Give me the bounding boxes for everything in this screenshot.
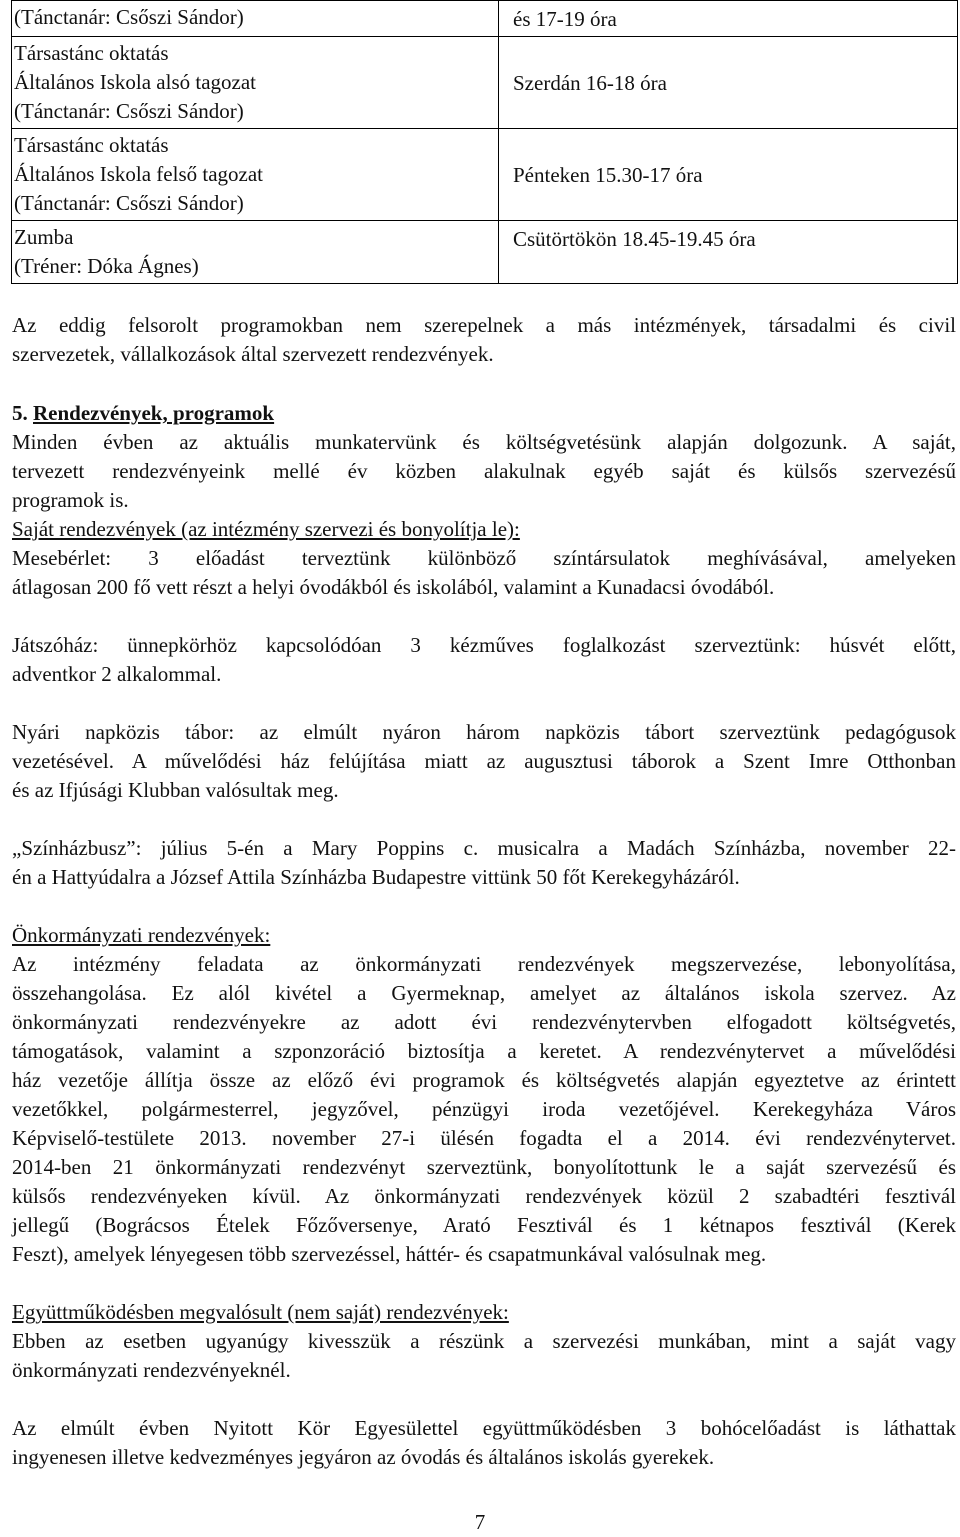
schedule-class-line: Általános Iskola felső tagozat: [14, 162, 264, 186]
section-number: 5.: [12, 401, 28, 425]
table-row: [12, 221, 958, 284]
schedule-class-line: (Tánctanár: Csőszi Sándor): [14, 191, 244, 215]
intro-note: Az eddig felsorolt programokban nem szerepelnek a más intézmények, társadalmi és civil szervezetek, vállalkozások által szervezett rendezvények.: [12, 313, 956, 366]
schedule-time-cell: és 17-19 óra: [499, 1, 958, 37]
table-row: [12, 129, 958, 221]
section-title: Rendezvények, programok: [33, 401, 275, 425]
schedule-class-line: Általános Iskola alsó tagozat: [14, 70, 257, 94]
schedule-table: [11, 0, 958, 284]
municipal-events-heading: Önkormányzati rendezvények:: [12, 923, 271, 947]
szinhazbusz-paragraph: „Színházbusz”: július 5-én a Mary Poppins c. musicalra a Madách Színházba, november 22- én a Hattyúdalra a József Attila Színházba Budapestre vittünk 50 főt Kerekegyházáról.: [12, 836, 956, 889]
schedule-class-cell: [12, 221, 499, 284]
schedule-time-cell: Csütörtökön 18.45-19.45 óra: [499, 221, 958, 284]
schedule-class-line: Társastánc oktatás: [14, 41, 169, 65]
nyitott-kor-paragraph: Az elmúlt évben Nyitott Kör Egyesülettel együttműködésben 3 bohócelőadást is láthattak ingyenesen illetve kedvezményes jegyáron az óvodás és általános iskolás gyerekek.: [12, 1416, 956, 1469]
jatszohaz-paragraph: Játszóház: ünnepkörhöz kapcsolódóan 3 kézműves foglalkozást szerveztünk: húsvét előtt, adventkor 2 alkalommal.: [12, 633, 956, 686]
schedule-time-cell: Pénteken 15.30-17 óra: [499, 129, 958, 221]
schedule-class-cell: [12, 129, 499, 221]
schedule-class-cell: [12, 1, 499, 37]
table-row: [12, 1, 958, 37]
mesaberlet-paragraph: Mesebérlet: 3 előadást terveztünk különböző színtársulatok meghívásával, amelyeken átlagosan 200 fő vett részt a helyi óvodákból és iskolából, valamint a Kunadacsi óvodából.: [12, 546, 956, 599]
cooperation-events-heading: Együttműködésben megvalósult (nem saját) rendezvények:: [12, 1300, 509, 1324]
section-intro: Minden évben az aktuális munkatervünk és költségvetésünk alapján dolgozunk. A saját, tervezett rendezvényeink mellé év közben alakulnak egyéb saját és külsős szervezésű programok is.: [12, 430, 956, 512]
schedule-class-cell: [12, 37, 499, 129]
schedule-class-line: (Tréner: Dóka Ágnes): [14, 254, 199, 278]
table-row: [12, 37, 958, 129]
schedule-class-line: (Tánctanár: Csőszi Sándor): [14, 99, 244, 123]
schedule-class-line: Zumba: [14, 225, 74, 249]
own-events-heading: Saját rendezvények (az intézmény szervezi és bonyolítja le):: [12, 517, 520, 541]
cooperation-events-paragraph: Ebben az esetben ugyanúgy kivesszük a részünk a szervezési munkában, mint a saját vagy önkormányzati rendezvényeknél.: [12, 1329, 956, 1382]
municipal-events-paragraph: Az intézmény feladata az önkormányzati rendezvények megszervezése, lebonyolítása, összehangolása. Ez alól kivétel a Gyermeknap, amelyet az általános iskola szervez. Az önkormányzati rendezvényekre az adott évi rendezvénytervben elfogadott költségvetés, támogatások, valamint a szponzoráció biztosítja a keretet. A rendezvénytervet a művelődési ház vezetője állítja össze az előző évi programok és költségvetés alapján egyeztetve az érintett vezetőkkel, polgármesterrel, jegyzővel, pénzügyi iroda vezetőjével. Kerekegyháza Város Képviselő-testülete 2013. november 27-i ülésén fogadta el a 2014. évi rendezvénytervet. 2014-ben 21 önkormányzati rendezvényt szerveztünk, bonyolítottunk le a saját szervezésű és külsős rendezvényeken kívül. Az önkormányzati rendezvények közül 2 szabadtéri fesztivál jellegű (Bográcsos Ételek Főzőversenye, Arató Fesztivál és 1 kétnapos fesztivál (Kerek Feszt), amelyek lényegesen több szervezéssel, háttér- és csapatmunkával valósulnak meg.: [12, 952, 956, 1266]
schedule-time-cell: Szerdán 16-18 óra: [499, 37, 958, 129]
document-page: [12, 0, 956, 1472]
section-heading: [12, 399, 956, 428]
tabor-paragraph: Nyári napközis tábor: az elmúlt nyáron három napközis tábort szerveztünk pedagógusok vezetésével. A művelődési ház felújítása miatt az augusztusi táborok a Szent Imre Otthonban és az Ifjúsági Klubban valósultak meg.: [12, 720, 956, 802]
page-number: 7: [474, 1510, 486, 1534]
schedule-class-line: (Tánctanár: Csőszi Sándor): [14, 5, 244, 29]
schedule-class-line: Társastánc oktatás: [14, 133, 169, 157]
